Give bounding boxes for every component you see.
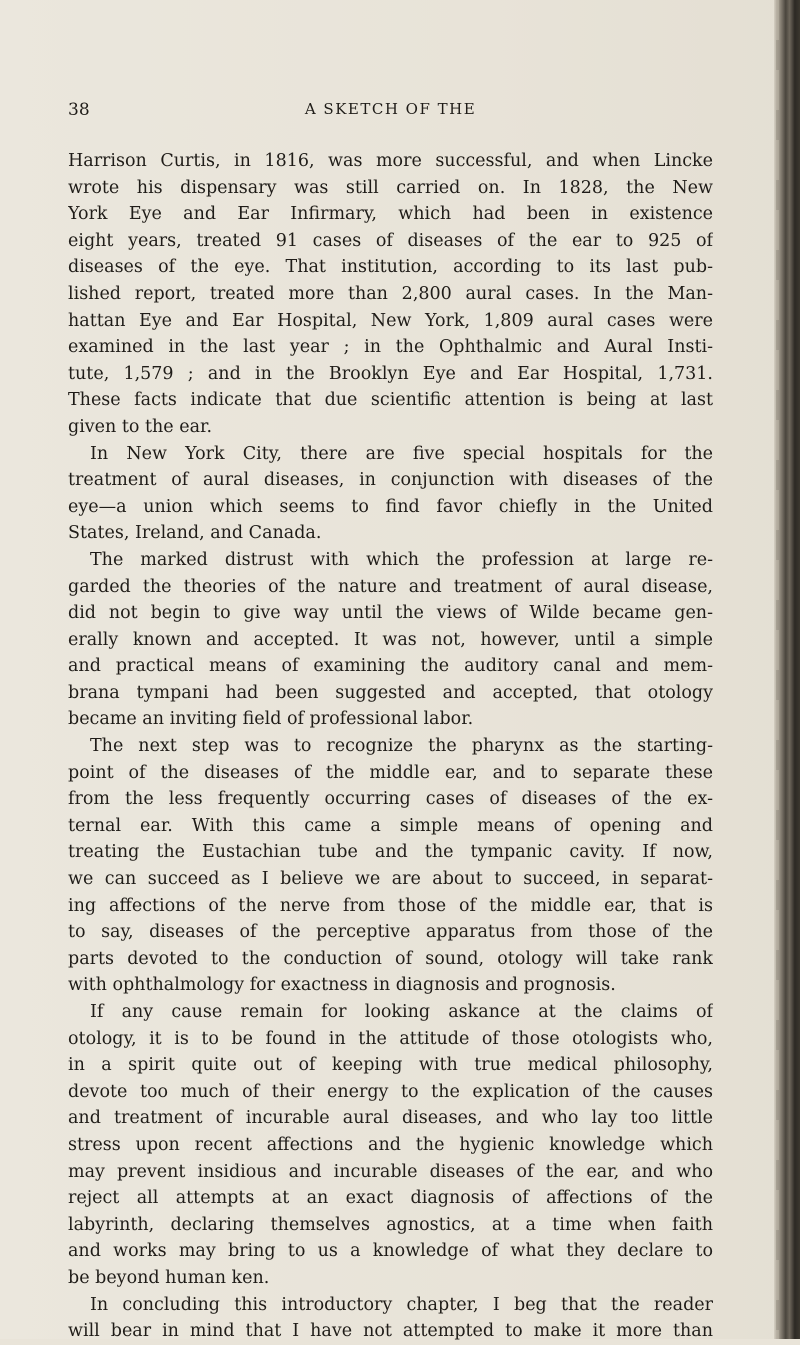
text-line: The marked distrust with which the profession at large re- — [90, 549, 713, 570]
text-line: and treatment of incurable aural diseases, and who lay too little — [68, 1108, 713, 1129]
text-line: treating the Eustachian tube and the tympanic cavity. If now, — [68, 842, 713, 863]
text-line: in a spirit quite out of keeping with true medical philosophy, — [68, 1055, 713, 1076]
text-line: we can succeed as I believe we are about to succeed, in separat- — [68, 869, 713, 890]
text-line: labyrinth, declaring themselves agnostics, at a time when faith — [68, 1214, 713, 1235]
text-line: If any cause remain for looking askance at the claims of — [90, 1002, 713, 1022]
text-line: In New York City, there are five special hospitals for the — [90, 443, 713, 464]
text-line: ing affections of the nerve from those of the middle ear, that is — [68, 895, 713, 916]
text-line: eye—a union which seems to find favor chiefly in the United — [68, 496, 713, 517]
text-line: with ophthalmology for exactness in diagnosis and prognosis. — [68, 975, 616, 996]
text-line: tute, 1,579 ; and in the Brooklyn Eye and Ear Hospital, 1,731. — [68, 363, 713, 384]
text-line: point of the diseases of the middle ear, and to separate these — [68, 762, 713, 783]
body-text — [68, 148, 713, 1345]
text-line: brana tympani had been suggested and accepted, that otology — [68, 682, 713, 703]
text-line: lished report, treated more than 2,800 aural cases. In the Man- — [68, 283, 713, 304]
text-line: erally known and accepted. It was not, however, until a simple — [68, 629, 713, 650]
text-line: garded the theories of the nature and treatment of aural disease, — [68, 576, 713, 597]
text-line: from the less frequently occurring cases of diseases of the ex- — [68, 789, 713, 810]
text-line: wrote his dispensary was still carried on. In 1828, the New — [68, 177, 713, 198]
text-line: Harrison Curtis, in 1816, was more successful, and when Lincke — [68, 151, 713, 171]
page-number: 38 — [68, 100, 90, 120]
text-line: be beyond human ken. — [68, 1267, 270, 1288]
text-line: The next step was to recognize the pharynx as the starting- — [90, 736, 713, 757]
text-line: given to the ear. — [68, 416, 213, 437]
text-line: to say, diseases of the perceptive apparatus from those of the — [68, 922, 713, 943]
book-spine-edge — [774, 0, 800, 1339]
text-line: ternal ear. With this came a simple means of opening and — [68, 815, 713, 836]
text-line: hattan Eye and Ear Hospital, New York, 1,809 aural cases were — [68, 310, 713, 331]
text-line: parts devoted to the conduction of sound, otology will take rank — [68, 948, 713, 969]
text-line: York Eye and Ear Infirmary, which had been in existence — [68, 204, 713, 225]
text-line: became an inviting field of professional labor. — [68, 709, 474, 730]
text-line: will bear in mind that I have not attempted to make it more than — [68, 1321, 713, 1342]
text-line: These facts indicate that due scientific attention is being at last — [68, 390, 713, 411]
text-line: States, Ireland, and Canada. — [68, 523, 322, 544]
text-line: may prevent insidious and incurable diseases of the ear, and who — [68, 1161, 713, 1182]
text-line: In concluding this introductory chapter, I beg that the reader — [90, 1294, 713, 1315]
text-line: devote too much of their energy to the explication of the causes — [68, 1081, 713, 1102]
text-line: treatment of aural diseases, in conjunction with diseases of the — [68, 470, 713, 491]
text-line: and works may bring to us a knowledge of what they declare to — [68, 1241, 713, 1262]
text-line: examined in the last year ; in the Ophthalmic and Aural Insti- — [68, 337, 713, 358]
text-line: otology, it is to be found in the attitude of those otologists who, — [68, 1028, 713, 1049]
page-header — [68, 100, 713, 124]
text-line: diseases of the eye. That institution, according to its last pub- — [68, 257, 713, 278]
running-head: A SKETCH OF THE — [304, 100, 477, 118]
text-line: reject all attempts at an exact diagnosis of affections of the — [68, 1188, 713, 1209]
text-line: and practical means of examining the auditory canal and mem- — [68, 656, 713, 677]
text-line: eight years, treated 91 cases of diseases of the ear to 925 of — [68, 230, 713, 251]
text-line: stress upon recent affections and the hygienic knowledge which — [68, 1134, 713, 1155]
text-line: did not begin to give way until the views of Wilde became gen- — [68, 603, 713, 624]
